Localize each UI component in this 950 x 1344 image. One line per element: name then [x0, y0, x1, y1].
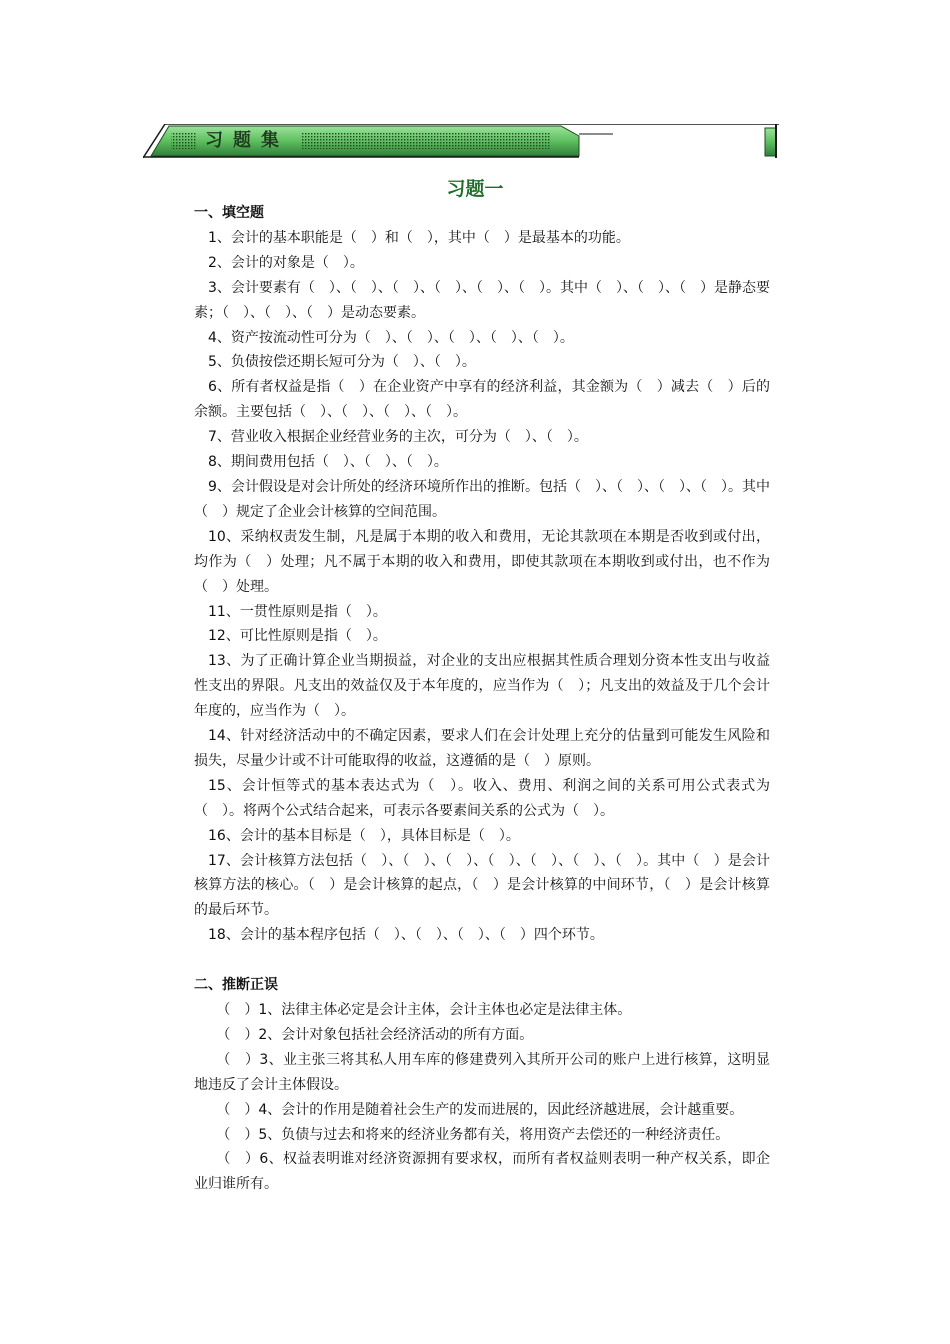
true-false-item: （ ）1、法律主体必定是会计主体，会计主体也必定是法律主体。: [216, 1001, 632, 1018]
question-item: 3、会计要素有（ ）、（ ）、（ ）、（ ）、（ ）、（ ）。其中（ ）、（ ）、（ ）是静态要素；（ ）、（ ）、（ ）是动态要素。: [194, 279, 770, 321]
question-item: 18、会计的基本程序包括（ ）、（ ）、（ ）、（ ）四个环节。: [208, 927, 604, 944]
section-heading-fill-blank: 一、填空题: [194, 205, 264, 221]
header-banner: [143, 124, 779, 158]
question-item: 11、一贯性原则是指（ ）。: [208, 603, 387, 620]
document-title: 习题一: [446, 178, 504, 200]
question-item: 4、资产按流动性可分为（ ）、（ ）、（ ）、（ ）、（ ）。: [208, 329, 574, 346]
banner-title: 习题集: [205, 130, 289, 151]
true-false-item: （ ）6、权益表明谁对经济资源拥有要求权，而所有者权益则表明一种产权关系，即企业归谁所有。: [194, 1151, 770, 1193]
question-item: 1、会计的基本职能是（ ）和（ ），其中（ ）是最基本的功能。: [208, 229, 630, 246]
question-item: 15、会计恒等式的基本表达式为（ ）。收入、费用、利润之间的关系可用公式表式为（ ）。将两个公式结合起来，可表示各要素间关系的公式为（ ）。: [194, 777, 770, 819]
true-false-item: （ ）2、会计对象包括社会经济活动的所有方面。: [216, 1026, 534, 1043]
question-item: 10、采纳权责发生制，凡是属于本期的收入和费用，无论其款项在本期是否收到或付出，均作为（ ）处理；凡不属于本期的收入和费用，即使其款项在本期收到或付出，也不作为（ ）处理。: [194, 528, 770, 595]
true-false-item: （ ）4、会计的作用是随着社会生产的发而进展的，因此经济越进展，会计越重要。: [216, 1101, 744, 1118]
question-item: 2、会计的对象是（ ）。: [208, 254, 364, 271]
question-item: 6、所有者权益是指（ ）在企业资产中享有的经济利益，其金额为（ ）减去（ ）后的余额。主要包括（ ）、（ ）、（ ）、（ ）。: [194, 379, 770, 421]
section-heading-true-false: 二、推断正误: [194, 977, 278, 994]
section-spacer: [194, 948, 770, 973]
document-body: [194, 201, 770, 1197]
question-item: 12、可比性原则是指（ ）。: [208, 628, 387, 645]
question-item: 13、为了正确计算企业当期损益，对企业的支出应根据其性质合理划分资本性支出与收益性支出的界限。凡支出的效益仅及于本年度的，应当作为（ ）；凡支出的效益及于几个会计年度的，应当作为（ ）。: [194, 653, 770, 720]
question-item: 5、负债按偿还期长短可分为（ ）、（ ）。: [208, 354, 476, 371]
question-item: 17、会计核算方法包括（ ）、（ ）、（ ）、（ ）、（ ）、（ ）、（ ）。其中（ ）是会计核算方法的核心。（ ）是会计核算的起点，（ ）是会计核算的中间环节，（ ）是会计核算的最后环节。: [194, 852, 770, 919]
question-item: 14、针对经济活动中的不确定因素，要求人们在会计处理上充分的估量到可能发生风险和损失，尽量少计或不计可能取得的收益，这遵循的是（ ）原则。: [194, 728, 770, 769]
question-item: 8、期间费用包括（ ）、（ ）、（ ）。: [208, 454, 448, 471]
question-item: 9、会计假设是对会计所处的经济环境所作出的推断。包括（ ）、（ ）、（ ）、（ ）。其中（ ）规定了企业会计核算的空间范围。: [194, 478, 770, 520]
true-false-item: （ ）5、负债与过去和将来的经济业务都有关，将用资产去偿还的一种经济责任。: [216, 1126, 730, 1143]
question-item: 7、营业收入根据企业经营业务的主次，可分为（ ）、（ ）。: [208, 429, 588, 446]
true-false-item: （ ）3、业主张三将其私人用车库的修建费列入其所开公司的账户上进行核算，这明显地违反了会计主体假设。: [194, 1051, 770, 1093]
question-item: 16、会计的基本目标是（ ），具体目标是（ ）。: [208, 827, 520, 844]
